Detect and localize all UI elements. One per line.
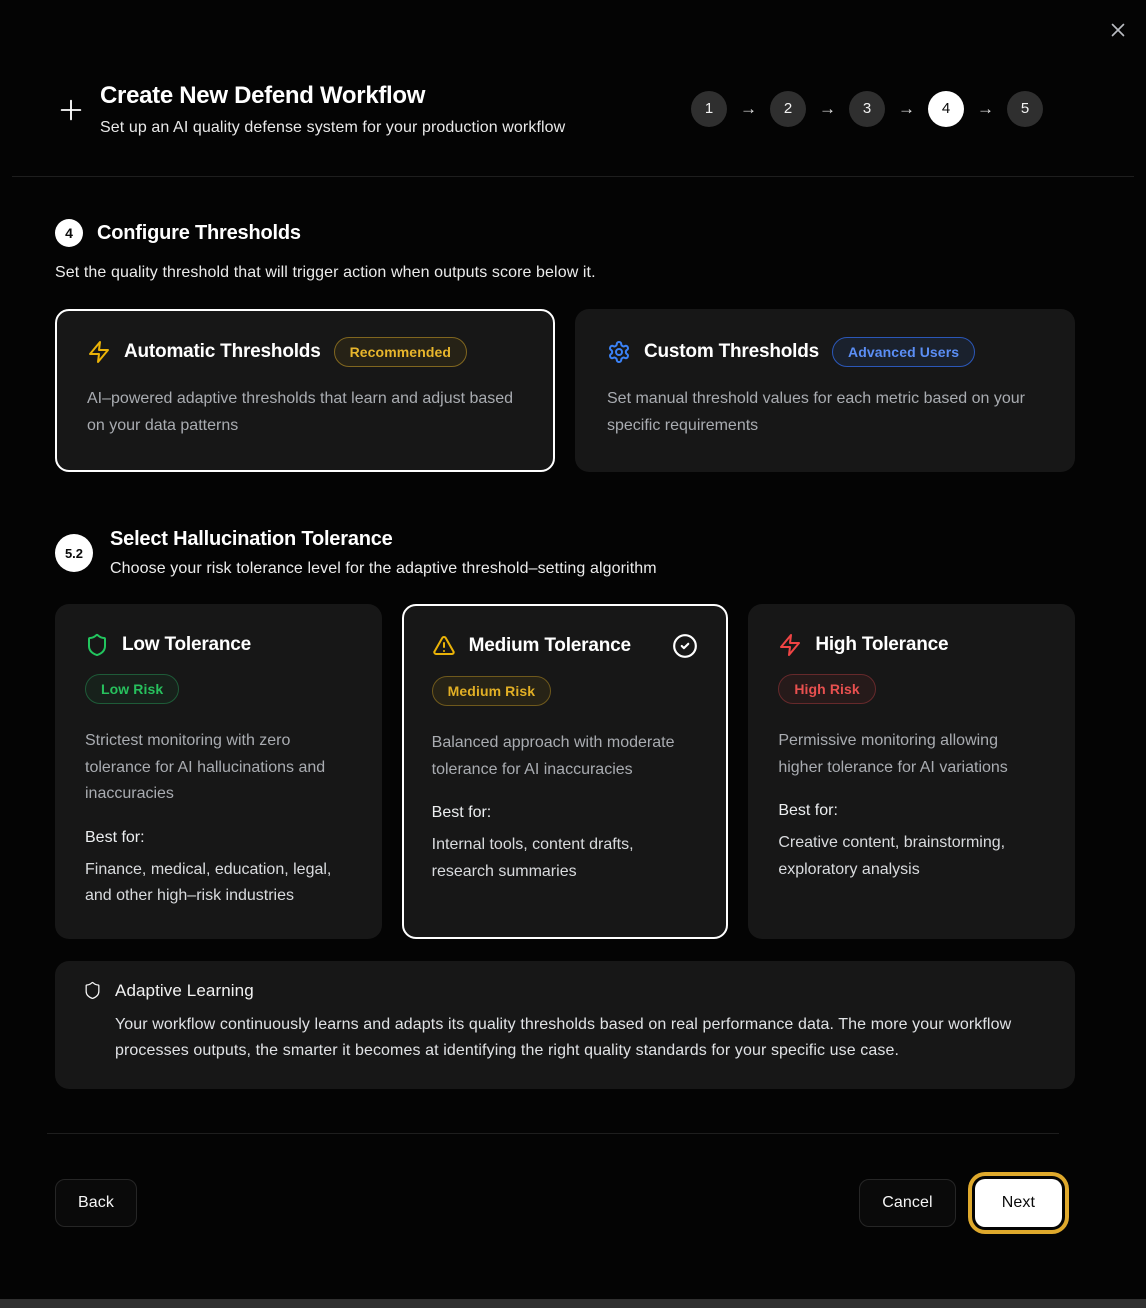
option-title: Medium Tolerance: [468, 635, 631, 656]
zap-icon: [87, 340, 111, 364]
next-button[interactable]: Next: [975, 1179, 1062, 1227]
high-risk-badge: High Risk: [778, 674, 875, 704]
arrow-right-icon: →: [898, 98, 915, 118]
section-description: Set the quality threshold that will trigger action when outputs score below it.: [55, 264, 596, 281]
info-box-title: Adaptive Learning: [115, 980, 254, 1000]
option-title: High Tolerance: [815, 634, 949, 655]
option-description: AI–powered adaptive thresholds that learn and adjust based on your data patterns: [87, 390, 514, 434]
check-circle-icon: [672, 633, 698, 659]
adaptive-learning-info-box: [55, 961, 1075, 1089]
section-number-badge: 4: [55, 219, 83, 247]
best-for-label: Best for:: [85, 828, 145, 846]
arrow-right-icon: →: [819, 98, 836, 118]
best-for-text: Creative content, brainstorming, exploratory analysis: [778, 834, 1006, 878]
custom-thresholds-card[interactable]: [575, 309, 1075, 472]
hallucination-tolerance-section: [55, 528, 1075, 578]
plus-icon: [55, 94, 87, 126]
cancel-button[interactable]: Cancel: [859, 1179, 955, 1227]
advanced-users-badge: Advanced Users: [832, 337, 975, 367]
close-button[interactable]: [1104, 16, 1132, 44]
step-4-active[interactable]: 4: [928, 91, 964, 127]
step-2[interactable]: 2: [770, 91, 806, 127]
best-for-label: Best for:: [431, 804, 492, 822]
back-button[interactable]: Back: [55, 1179, 137, 1227]
step-1[interactable]: 1: [691, 91, 727, 127]
step-indicator: [691, 91, 1091, 127]
medium-risk-badge: Medium Risk: [432, 676, 551, 706]
option-description: Permissive monitoring allowing higher tolerance for AI variations: [778, 732, 1008, 776]
best-for-text: Internal tools, content drafts, research summaries: [431, 836, 634, 880]
step-3[interactable]: 3: [849, 91, 885, 127]
section-title: Configure Thresholds: [97, 221, 301, 244]
option-description: Balanced approach with moderate tolerance for AI inaccuracies: [431, 734, 675, 778]
warning-triangle-icon: [432, 634, 456, 658]
option-title: Low Tolerance: [122, 634, 252, 655]
info-box-body: Your workflow continuously learns and adapts its quality thresholds based on real performance data. The more your workflow processes outputs, the smarter it becomes at identifying the right quality standards for your specific use case.: [115, 1015, 1012, 1059]
option-title: Automatic Thresholds: [124, 341, 321, 362]
shield-icon: [83, 981, 102, 1000]
dialog-title: Create New Defend Workflow: [100, 82, 426, 109]
high-tolerance-card[interactable]: [748, 604, 1075, 939]
option-title: Custom Thresholds: [644, 341, 820, 362]
dialog-header: [0, 0, 1146, 137]
medium-tolerance-card[interactable]: [402, 604, 729, 939]
step-5[interactable]: 5: [1007, 91, 1043, 127]
zap-icon: [778, 633, 802, 657]
header-divider: [12, 176, 1134, 177]
automatic-thresholds-card[interactable]: [55, 309, 555, 472]
dialog-subtitle: Set up an AI quality defense system for your production workflow: [100, 119, 566, 136]
section-description: Choose your risk tolerance level for the adaptive threshold–setting algorithm: [110, 560, 657, 577]
arrow-right-icon: →: [977, 98, 994, 118]
shield-icon: [85, 633, 109, 657]
close-icon: [1107, 19, 1129, 41]
option-description: Set manual threshold values for each metric based on your specific requirements: [607, 390, 1026, 434]
best-for-text: Finance, medical, education, legal, and other high–risk industries: [85, 860, 332, 905]
footer-divider: [47, 1133, 1059, 1134]
low-tolerance-card[interactable]: [55, 604, 382, 939]
dialog-body: [0, 219, 1146, 1227]
arrow-right-icon: →: [740, 98, 757, 118]
dialog-footer: [55, 1179, 1075, 1227]
page-bottom-strip: [0, 1299, 1146, 1308]
section-title: Select Hallucination Tolerance: [110, 528, 393, 550]
recommended-badge: Recommended: [334, 337, 467, 367]
configure-thresholds-section: [55, 219, 1075, 282]
section-number-badge: 5.2: [55, 534, 93, 572]
option-description: Strictest monitoring with zero tolerance for AI hallucinations and inaccuracies: [85, 732, 326, 803]
low-risk-badge: Low Risk: [85, 674, 179, 704]
best-for-label: Best for:: [778, 802, 838, 820]
gear-icon: [607, 340, 631, 364]
